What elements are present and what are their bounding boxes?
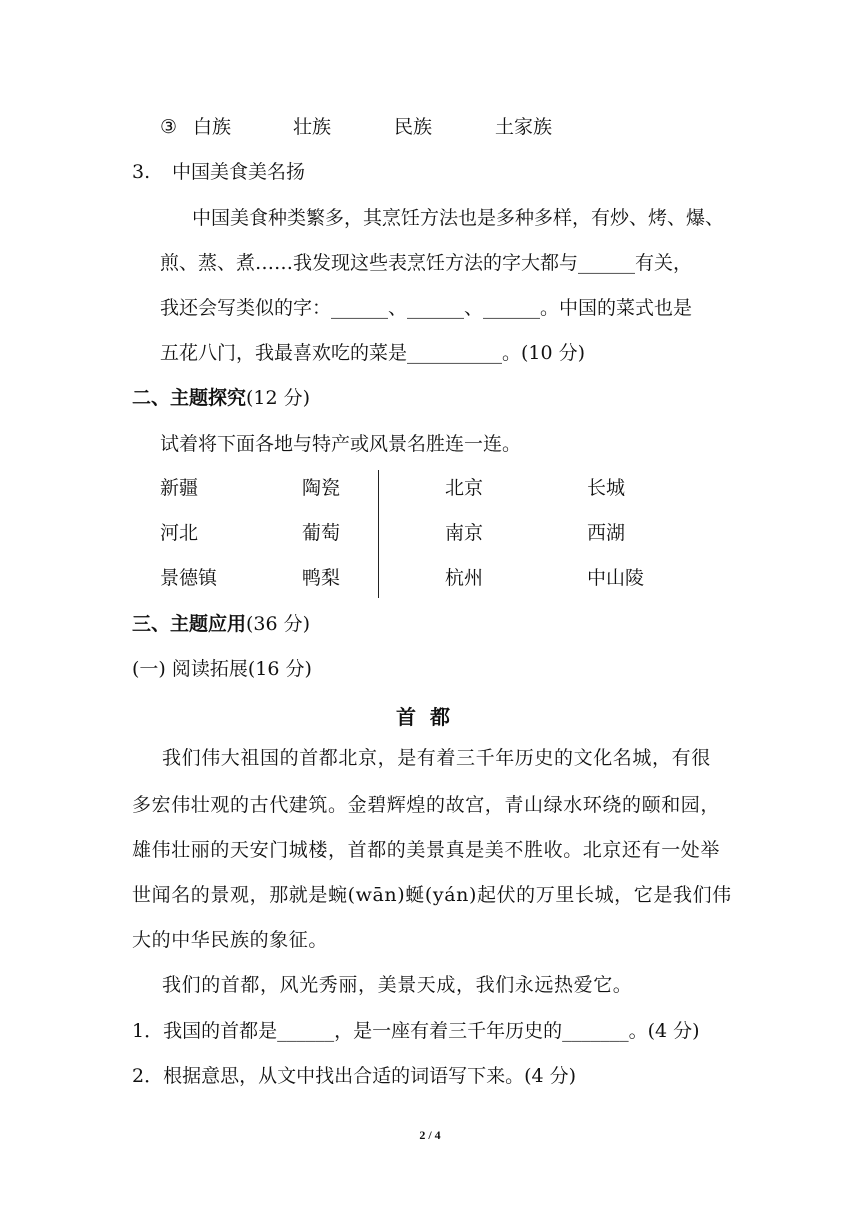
option-item: 民族 xyxy=(394,116,433,138)
product-label: 陶瓷 xyxy=(302,477,341,499)
question-number: 1． xyxy=(132,1020,164,1042)
passage-line: 我们伟大祖国的首都北京，是有着三千年历史的文化名城，有很 xyxy=(162,747,711,769)
divider-line xyxy=(378,470,379,598)
option-item: 白族 xyxy=(193,116,232,138)
section-heading xyxy=(132,611,310,637)
subsection-heading: (一) 阅读拓展(16 分) xyxy=(132,658,312,680)
question-text-line: 中国美食种类繁多，其烹饪方法也是多种多样，有炒、烤、爆、 xyxy=(192,207,725,229)
sight-label: 西湖 xyxy=(587,522,626,544)
option-item: 壮族 xyxy=(293,116,332,138)
passage-line: 我们的首都，风光秀丽，美景天成，我们永远热爱它。 xyxy=(162,974,633,996)
place-label: 河北 xyxy=(160,522,199,544)
sight-label: 长城 xyxy=(587,477,626,499)
question-text-line: 我还会写类似的字：______、______、______。中国的菜式也是 xyxy=(160,297,693,319)
passage-line: 大的中华民族的象征。 xyxy=(132,929,329,951)
instruction-text: 试着将下面各地与特产或风景名胜连一连。 xyxy=(160,433,522,455)
place-label: 北京 xyxy=(445,477,484,499)
question-number: 3. xyxy=(132,161,151,183)
section-score: (36 分) xyxy=(246,613,311,635)
sight-label: 中山陵 xyxy=(587,567,645,589)
passage-title: 首都 xyxy=(396,705,464,729)
option-marker: ③ xyxy=(160,116,178,138)
place-label: 南京 xyxy=(445,522,484,544)
question-text: 根据意思，从文中找出合适的词语写下来。(4 分) xyxy=(163,1065,577,1087)
product-label: 鸭梨 xyxy=(302,567,341,589)
section-heading-text: 三、主题应用 xyxy=(132,613,247,635)
passage-line: 多宏伟壮观的古代建筑。金碧辉煌的故宫，青山绿水环绕的颐和园， xyxy=(132,794,721,816)
question-item xyxy=(132,1018,700,1044)
product-label: 葡萄 xyxy=(302,522,341,544)
question-text-line: 煎、蒸、煮……我发现这些表烹饪方法的字大都与______有关， xyxy=(160,252,693,274)
section-heading xyxy=(132,385,310,411)
question-number: 2． xyxy=(132,1065,164,1087)
place-label: 景德镇 xyxy=(160,567,218,589)
place-label: 新疆 xyxy=(160,477,199,499)
question-text: 我国的首都是______，是一座有着三千年历史的_______。(4 分) xyxy=(163,1020,700,1042)
passage-line: 世闻名的景观，那就是蜿(wān)蜒(yán)起伏的万里长城，它是我们伟 xyxy=(132,884,732,906)
question-item xyxy=(132,1063,576,1089)
question-text-line: 五花八门，我最喜欢吃的菜是__________。(10 分) xyxy=(160,342,586,364)
passage-line: 雄伟壮丽的天安门城楼，首都的美景真是美不胜收。北京还有一处举 xyxy=(132,839,721,861)
question-title: 中国美食美名扬 xyxy=(172,161,306,183)
page-number: 2 / 4 xyxy=(419,1128,441,1142)
section-heading-text: 二、主题探究 xyxy=(132,387,247,409)
option-item: 土家族 xyxy=(495,116,553,138)
place-label: 杭州 xyxy=(445,567,484,589)
section-score: (12 分) xyxy=(246,387,311,409)
